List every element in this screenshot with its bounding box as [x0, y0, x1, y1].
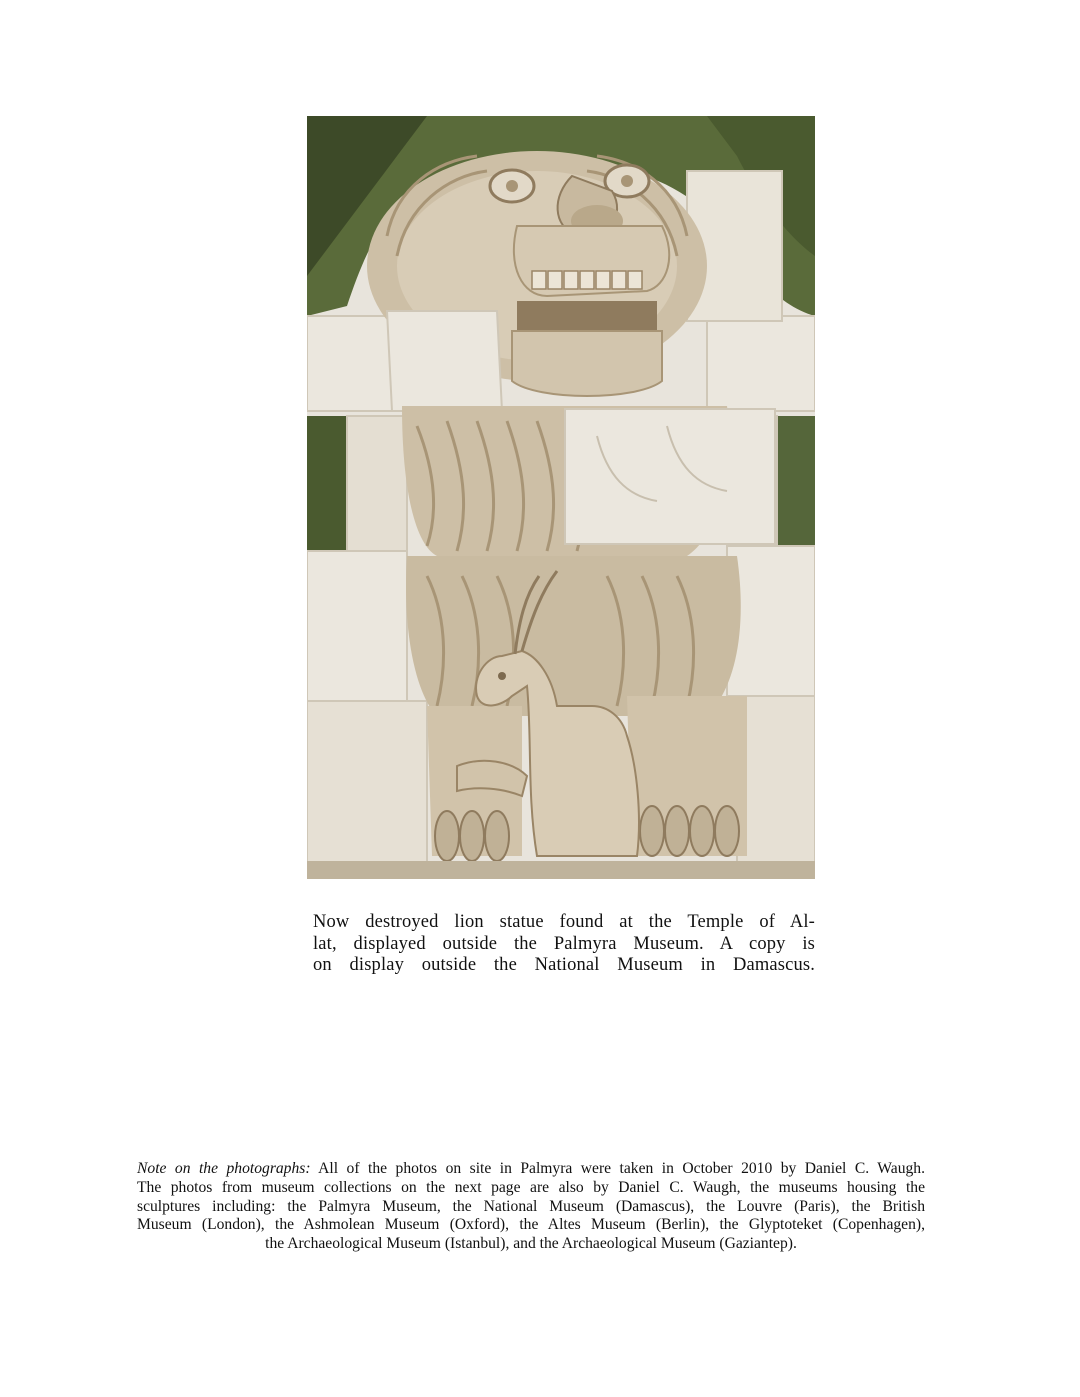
note-line — [137, 1160, 925, 1179]
note-line: sculptures including: the Palmyra Museum, the National Museum (Damascus), the Louvre (Paris), the British — [137, 1197, 925, 1215]
note-line-text: All of the photos on site in Palmyra were taken in October 2010 by Daniel C. Waugh. — [310, 1160, 925, 1177]
note-line: The photos from museum collections on the next page are also by Daniel C. Waugh, the museums housing the — [137, 1178, 925, 1196]
lion-statue-photo — [307, 116, 815, 879]
caption-line: lat, displayed outside the Palmyra Museum. A copy is — [313, 933, 815, 954]
note-line: the Archaeological Museum (Istanbul), and the Archaeological Museum (Gaziantep). — [265, 1235, 797, 1253]
photo-caption — [313, 912, 815, 977]
caption-line: Now destroyed lion statue found at the Temple of Al- — [313, 912, 815, 932]
photo-credits-note — [137, 1160, 925, 1254]
note-line: Museum (London), the Ashmolean Museum (Oxford), the Altes Museum (Berlin), the Glyptoteket (Copenhagen), — [137, 1216, 925, 1234]
note-lead: Note on the photographs: — [137, 1160, 311, 1177]
caption-line: on display outside the National Museum in Damascus. — [313, 955, 815, 975]
lion-statue-illustration — [307, 116, 815, 879]
